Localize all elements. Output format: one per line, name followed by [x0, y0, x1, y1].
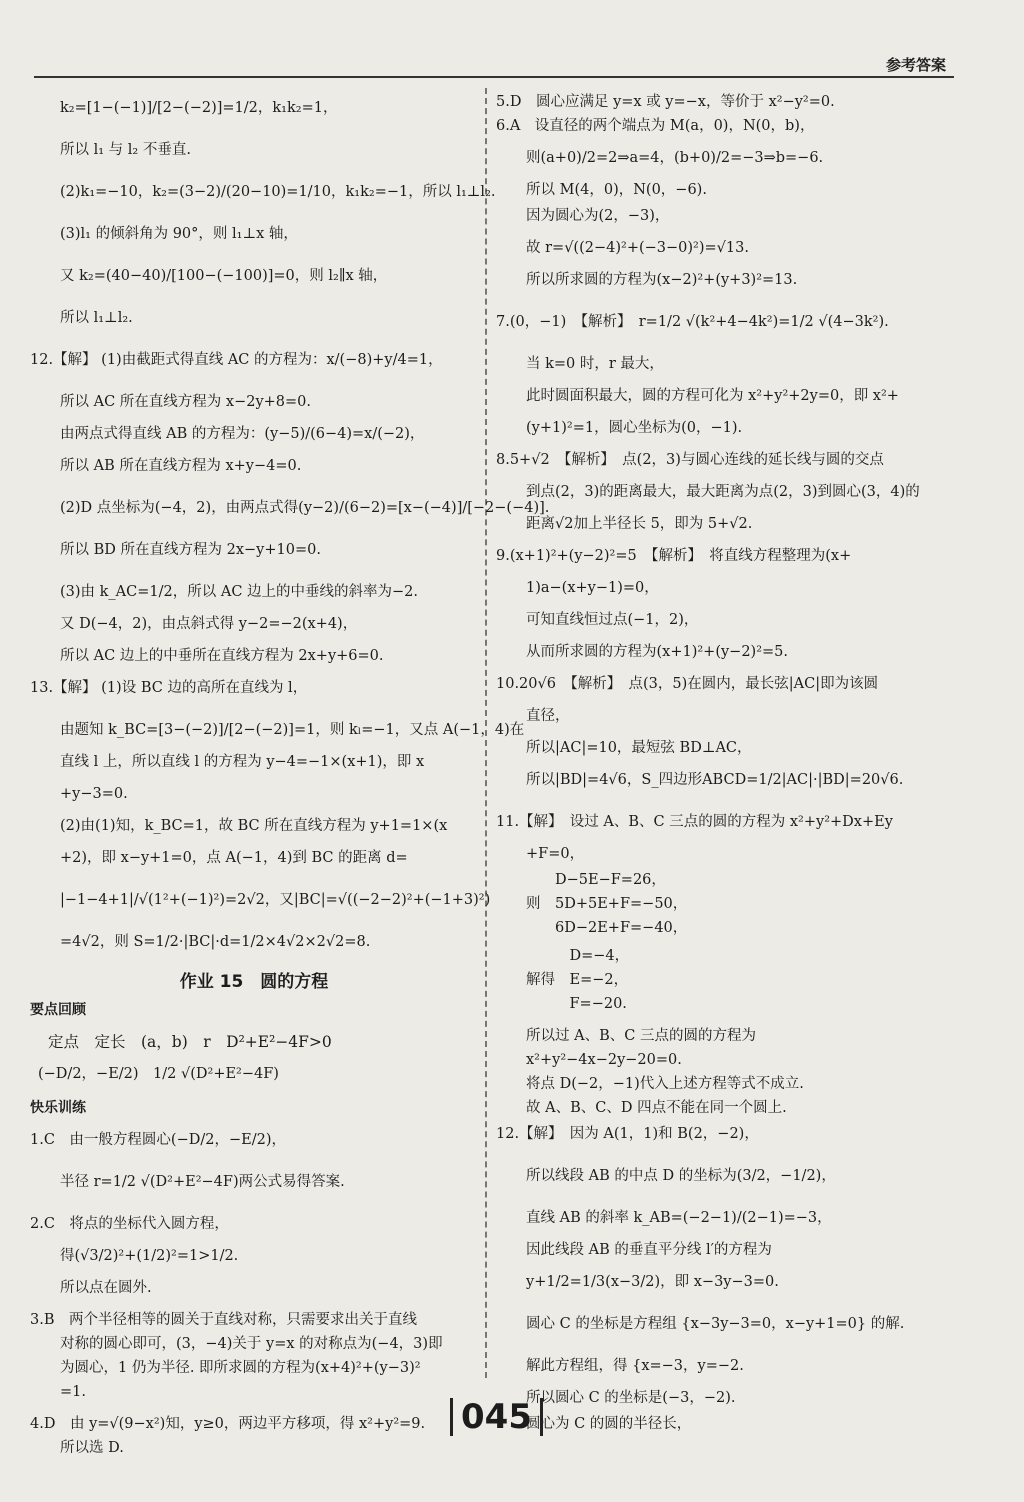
header-title: 参考答案 — [885, 56, 946, 74]
text-line: 所以圆心 C 的坐标是(−3，−2). — [526, 1390, 736, 1406]
text-line: D=−4， — [526, 948, 630, 964]
text-line: 6D−2E+F=−40， — [526, 920, 688, 936]
text-line: 所以 l₁⊥l₂. — [60, 310, 133, 326]
text-line: 所以所求圆的方程为(x−2)²+(y+3)²=13. — [526, 272, 798, 288]
right-column — [496, 92, 956, 1434]
header-rule — [34, 76, 954, 78]
text-line: 距离√2加上半径长 5，即为 5+√2. — [526, 516, 753, 532]
text-line: 对称的圆心即可，(3，−4)关于 y=x 的对称点为(−4，3)即 — [60, 1336, 443, 1352]
text-line: 所以 AC 边上的中垂所在直线方程为 2x+y+6=0. — [60, 648, 384, 664]
text-line: 直线 l 上，所以直线 l 的方程为 y−4=−1×(x+1)，即 x — [60, 754, 425, 770]
text-line: =4√2，则 S=1/2·|BC|·d=1/2×4√2×2√2=8. — [60, 934, 371, 950]
text-line: 所以过 A、B、C 三点的圆的方程为 — [526, 1028, 756, 1044]
text-line: 因为圆心为(2，−3)， — [526, 208, 670, 224]
text-line: +F=0， — [526, 846, 585, 862]
text-line: 又 D(−4，2)，由点斜式得 y−2=−2(x+4)， — [60, 616, 358, 632]
text-line: 为圆心，1 仍为半径. 即所求圆的方程为(x+4)²+(y−3)² — [60, 1360, 421, 1376]
text-line: 从而所求圆的方程为(x+1)²+(y−2)²=5. — [526, 644, 789, 660]
text-line: 圆心 C 的坐标是方程组 {x−3y−3=0，x−y+1=0} 的解. — [526, 1316, 905, 1332]
text-line: +y−3=0. — [60, 786, 128, 802]
text-line: +2)，即 x−y+1=0，点 A(−1，4)到 BC 的距离 d= — [60, 850, 408, 866]
text-line: D−5E−F=26， — [526, 872, 666, 888]
text-line: 所以线段 AB 的中点 D 的坐标为(3/2，−1/2)， — [526, 1168, 836, 1184]
text-line: 13.【解】 (1)设 BC 边的高所在直线为 l， — [30, 680, 308, 696]
text-line: k₂=[1−(−1)]/[2−(−2)]=1/2，k₁k₂=1， — [60, 100, 338, 116]
text-line: 所以选 D. — [60, 1440, 124, 1456]
text-line: 8.5+√2 【解析】 点(2，3)与圆心连线的延长线与圆的交点 — [496, 452, 884, 468]
text-line: 则(a+0)/2=2⇒a=4，(b+0)/2=−3⇒b=−6. — [526, 150, 824, 166]
text-line: 所以 BD 所在直线方程为 2x−y+10=0. — [60, 542, 321, 558]
text-line: 10.20√6 【解析】 点(3，5)在圆内，最长弦|AC|即为该圆 — [496, 676, 879, 692]
text-line: 11.【解】 设过 A、B、C 三点的圆的方程为 x²+y²+Dx+Ey — [496, 814, 893, 830]
text-line: (2)D 点坐标为(−4，2)，由两点式得(y−2)/(6−2)=[x−(−4)]/[−2−(−4)]. — [60, 500, 550, 516]
text-line: 所以 M(4，0)，N(0，−6). — [526, 182, 707, 198]
text-line: F=−20. — [526, 996, 627, 1012]
text-line: (3)由 k_AC=1/2，所以 AC 边上的中垂线的斜率为−2. — [60, 584, 419, 600]
text-line: 9.(x+1)²+(y−2)²=5 【解析】 将直线方程整理为(x+ — [496, 548, 852, 564]
text-line: (−D/2，−E/2) 1/2 √(D²+E²−4F) — [38, 1066, 279, 1082]
section-title: 作业 15 圆的方程 — [179, 972, 329, 992]
text-line: 1)a−(x+y−1)=0， — [526, 580, 659, 596]
text-line: 可知直线恒过点(−1，2)， — [526, 612, 699, 628]
text-line: 所以 AC 所在直线方程为 x−2y+8=0. — [60, 394, 311, 410]
text-line: 此时圆面积最大，圆的方程可化为 x²+y²+2y=0，即 x²+ — [526, 388, 899, 404]
text-line: 直径， — [526, 708, 570, 724]
text-line: 半径 r=1/2 √(D²+E²−4F)两公式易得答案. — [60, 1174, 345, 1190]
text-line: 3.B 两个半径相等的圆关于直线对称，只需要求出关于直线 — [30, 1312, 417, 1328]
text-line: 得(√3/2)²+(1/2)²=1>1/2. — [60, 1248, 239, 1264]
text-line: 4.D 由 y=√(9−x²)知，y≥0，两边平方移项，得 x²+y²=9. — [30, 1416, 426, 1432]
text-line: 解得 E=−2， — [526, 972, 629, 988]
text-line: 则 5D+5E+F=−50， — [526, 896, 688, 912]
text-line: y+1/2=1/3(x−3/2)，即 x−3y−3=0. — [526, 1274, 779, 1290]
text-line: |−1−4+1|/√(1²+(−1)²)=2√2，又|BC|=√((−2−2)²+(−1+3)²) — [60, 892, 491, 908]
text-line: 直线 AB 的斜率 k_AB=(−2−1)/(2−1)=−3， — [526, 1210, 832, 1226]
text-line: 因此线段 AB 的垂直平分线 l′的方程为 — [526, 1242, 772, 1258]
text-line: 12.【解】 (1)由截距式得直线 AC 的方程为：x/(−8)+y/4=1， — [30, 352, 443, 368]
text-line: =1. — [60, 1384, 86, 1400]
text-line: 将点 D(−2，−1)代入上述方程等式不成立. — [526, 1076, 804, 1092]
text-line: (y+1)²=1，圆心坐标为(0，−1). — [526, 420, 743, 436]
text-line: 所以 l₁ 与 l₂ 不垂直. — [60, 142, 191, 158]
text-line: 1.C 由一般方程圆心(−D/2，−E/2)， — [30, 1132, 286, 1148]
text-line: 5.D 圆心应满足 y=x 或 y=−x，等价于 x²−y²=0. — [496, 94, 835, 110]
text-line: 当 k=0 时，r 最大， — [526, 356, 664, 372]
page-number: 045 — [450, 1398, 543, 1436]
text-line: 由两点式得直线 AB 的方程为：(y−5)/(6−4)=x/(−2)， — [60, 426, 425, 442]
text-line: 所以 AB 所在直线方程为 x+y−4=0. — [60, 458, 302, 474]
text-line: 12.【解】 因为 A(1，1)和 B(2，−2)， — [496, 1126, 759, 1142]
training-title: 快乐训练 — [30, 1100, 86, 1116]
text-line: 7.(0，−1) 【解析】 r=1/2 √(k²+4−4k²)=1/2 √(4−3k²). — [496, 314, 889, 330]
text-line: 故 A、B、C、D 四点不能在同一个圆上. — [526, 1100, 787, 1116]
review-title: 要点回顾 — [30, 1002, 86, 1018]
text-line: (2)由(1)知，k_BC=1，故 BC 所在直线方程为 y+1=1×(x — [60, 818, 448, 834]
text-line: 解此方程组，得 {x=−3，y=−2. — [526, 1358, 744, 1374]
text-line: (3)l₁ 的倾斜角为 90°，则 l₁⊥x 轴， — [60, 226, 298, 242]
text-line: 故 r=√((2−4)²+(−3−0)²)=√13. — [526, 240, 749, 256]
text-line: 6.A 设直径的两个端点为 M(a，0)，N(0，b)， — [496, 118, 815, 134]
text-line: 到点(2，3)的距离最大，最大距离为点(2，3)到圆心(3，4)的 — [526, 484, 920, 500]
text-line: 定点 定长 (a，b) r D²+E²−4F>0 — [48, 1033, 332, 1051]
text-line: 由题知 k_BC=[3−(−2)]/[2−(−2)]=1，则 kₗ=−1，又点 A(−1，4)在 — [60, 722, 525, 738]
text-line: 2.C 将点的坐标代入圆方程， — [30, 1216, 229, 1232]
text-line: x²+y²−4x−2y−20=0. — [526, 1052, 682, 1068]
text-line: 所以|BD|=4√6，S_四边形ABCD=1/2|AC|·|BD|=20√6. — [526, 772, 904, 788]
text-line: 圆心为 C 的圆的半径长， — [526, 1416, 692, 1432]
text-line: 所以点在圆外. — [60, 1280, 152, 1296]
text-line: 又 k₂=(40−40)/[100−(−100)]=0，则 l₂∥x 轴， — [60, 268, 388, 284]
text-line: (2)k₁=−10，k₂=(3−2)/(20−10)=1/10，k₁k₂=−1，所以 l₁⊥l₂. — [60, 184, 496, 200]
text-line: 所以|AC|=10，最短弦 BD⊥AC， — [526, 740, 752, 756]
